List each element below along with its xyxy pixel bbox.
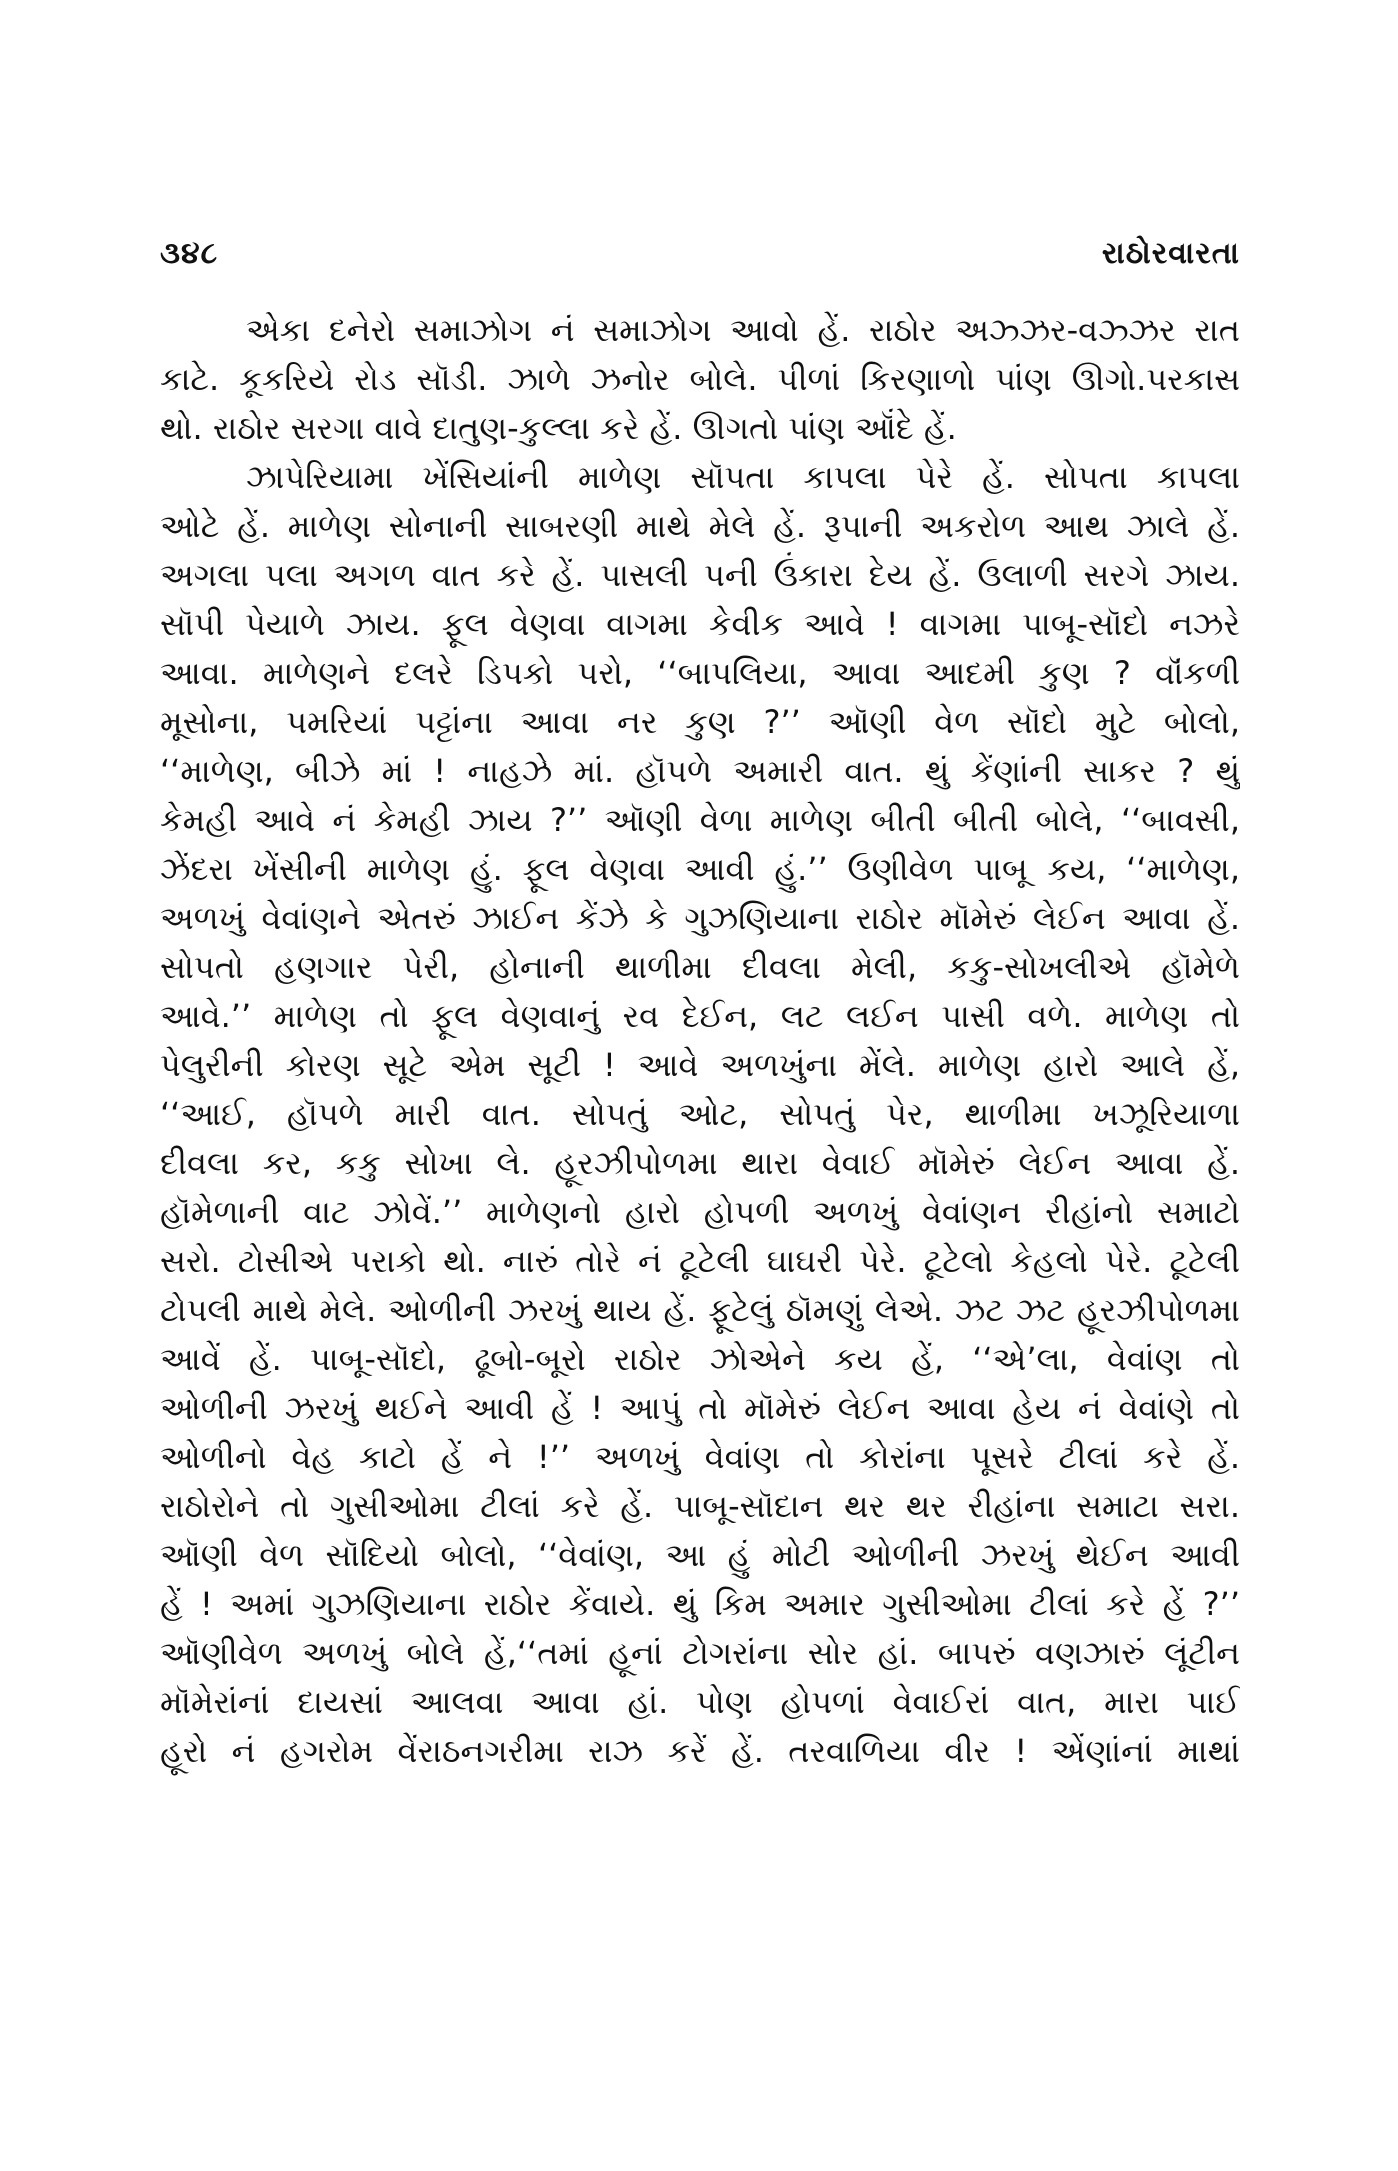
text-line: ઝાપેરિયામા ખેંસિયાંની માળેણ સૉપતા કાપલા પેરે હેં. સોપતા કાપલા	[246, 458, 1240, 496]
text-line: આવા. માળેણને દલરે ડિપકો પરો, ‘‘બાપલિયા, આવા આદમી કુણ ? વૉંકળી	[160, 654, 1240, 692]
text-line: ઝેંદરા ખેંસીની માળેણ હું. ફૂલ વેણવા આવી હું.’’ ઉણીવેળ પાબૂ કય, ‘‘માળેણ,	[160, 850, 1240, 888]
text-line: અળખું વેવાંણને એતરું ઝાઈન કેંઝે કે ગુઝણિયાના રાઠોર મૉમેરું લેઈન આવા હેં.	[160, 899, 1240, 937]
text-line: રાઠોરોને તો ગુસીઓમા ટીલાં કરે હેં. પાબૂ-સૉદાન થર થર રીહાંના સમાટા સરા.	[160, 1487, 1240, 1525]
text-line: કેમહી આવે નં કેમહી ઝાય ?’’ ઑણી વેળા માળેણ બીતી બીતી બોલે, ‘‘બાવસી,	[160, 801, 1240, 839]
text-line: હેં ! અમાં ગુઝણિયાના રાઠોર કેંવાયે. થું કિમ અમાર ગુસીઓમા ટીલાં કરે હેં ?’’	[160, 1585, 1240, 1623]
paragraph-2	[160, 453, 1240, 1776]
text-line: એકા દનેરો સમાઝોગ નં સમાઝોગ આવો હેં. રાઠોર અઝ્ઝર-વઝ્ઝર રાત	[246, 311, 1240, 349]
text-line: અગલા પલા અગળ વાત કરે હેં. પાસલી પની ઉંકારા દેય હેં. ઉલાળી સરગે ઝાય.	[160, 556, 1240, 594]
text-line: ‘‘આઈ, હૉપળે મારી વાત. સોપતું ઓટ, સોપતું પેર, થાળીમા ખઝૂરિયાળા	[160, 1095, 1240, 1133]
text-line: હૂરો નં હગરોમ વેંરાઠનગરીમા રાઝ કરેં હેં. તરવાળિયા વીર ! એંણાંનાં માથાં	[160, 1732, 1240, 1770]
paragraph-1	[160, 306, 1240, 453]
text-line: સરો. ટોસીએ પરાકો થો. નારું તોરે નં ટૂટેલી ઘાઘરી પેરે. ટૂટેલો કેહલો પેરે. ટૂટેલી	[160, 1242, 1240, 1280]
text-line: સૉપી પેયાળે ઝાય. ફૂલ વેણવા વાગમા કેવીક આવે ! વાગમા પાબૂ-સૉદો નઝરે	[160, 605, 1240, 643]
text-line: ઑણી વેળ સૉદિયો બોલો, ‘‘વેવાંણ, આ હું મોટી ઓળીની ઝરખું થેઈન આવી	[160, 1536, 1240, 1574]
text-line: દીવલા કર, કકુ સોખા લે. હૂરઝીપોળમા થારા વેવાઈ મૉમેરું લેઈન આવા હેં.	[160, 1144, 1240, 1182]
text-line: પેલુરીની કોરણ સૂટે એમ સૂટી ! આવે અળખુંના મેંલે. માળેણ હારો આલે હેં,	[160, 1046, 1240, 1084]
body-text	[160, 306, 1240, 1996]
text-line: હૉમેળાની વાટ ઝોવેં.’’ માળેણનો હારો હોપળી અળખું વેવાંણન રીહાંનો સમાટો	[160, 1193, 1240, 1231]
text-line: ઑણીવેળ અળખું બોલે હેં,‘‘તમાં હૂનાં ટોગરાંના સોર હાં. બાપરું વણઝારું લૂંટીન	[160, 1634, 1240, 1672]
text-line: ઓળીની ઝરખું થઈને આવી હેં ! આપું તો મૉમેરું લેઈન આવા હેય નં વેવાંણે તો	[160, 1389, 1240, 1427]
text-line: મૂસોના, પમરિયાં પટ્ટાંના આવા નર કુણ ?’’ ઑણી વેળ સૉદો મુટે બોલો,	[160, 703, 1240, 741]
text-line: આવે.’’ માળેણ તો ફૂલ વેણવાનું રવ દેઈન, લટ લઈન પાસી વળે. માળેણ તો	[160, 997, 1240, 1035]
text-line: ‘‘માળેણ, બીઝે માં ! નાહઝે માં. હૉપળે અમારી વાત. થું કેંણાંની સાકર ? થું	[160, 752, 1240, 790]
text-line: આવેં હેં. પાબૂ-સૉદો, ઢૂબો-બૂરો રાઠોર ઝોએને કય હેં, ‘‘એ’લા, વેવાંણ તો	[160, 1340, 1240, 1378]
text-line: મૉમેરાંનાં દાયસાં આલવા આવા હાં. પોણ હોપળાં વેવાઈરાં વાત, મારા પાઈ	[160, 1683, 1240, 1721]
running-title: રાઠોરવારતા	[1101, 236, 1240, 271]
text-line: ઓટે હેં. માળેણ સોનાની સાબરણી માથે મેલે હેં. રૂપાની અકરોળ આથ ઝાલે હેં.	[160, 507, 1240, 545]
page-number: ૩૪૮	[160, 236, 219, 271]
text-line: સોપતો હણગાર પેરી, હોનાની થાળીમા દીવલા મેલી, કકુ-સોખલીએ હૉમેળે	[160, 948, 1240, 986]
text-line: ઓળીનો વેહ કાટો હેં ને !’’ અળખું વેવાંણ તો કોરાંના પૂસરે ટીલાં કરે હેં.	[160, 1438, 1240, 1476]
text-line: થો. રાઠોર સરગા વાવે દાતુણ-કુલ્લા કરે હેં. ઊગતો પાંણ ઑંદે હેં.	[160, 409, 957, 447]
text-line: કાટે. કૂકરિયે રોડ સૉડી. ઝાળે ઝનોર બોલે. પીળાં કિરણાળો પાંણ ઊગો.પરકાસ	[160, 360, 1240, 398]
page-header	[160, 236, 1240, 284]
text-line: ટોપલી માથે મેલે. ઓળીની ઝરખું થાય હેં. ફૂટેલું ઠૉમણું લેએ. ઝટ ઝટ હૂરઝીપોળમા	[160, 1291, 1240, 1329]
